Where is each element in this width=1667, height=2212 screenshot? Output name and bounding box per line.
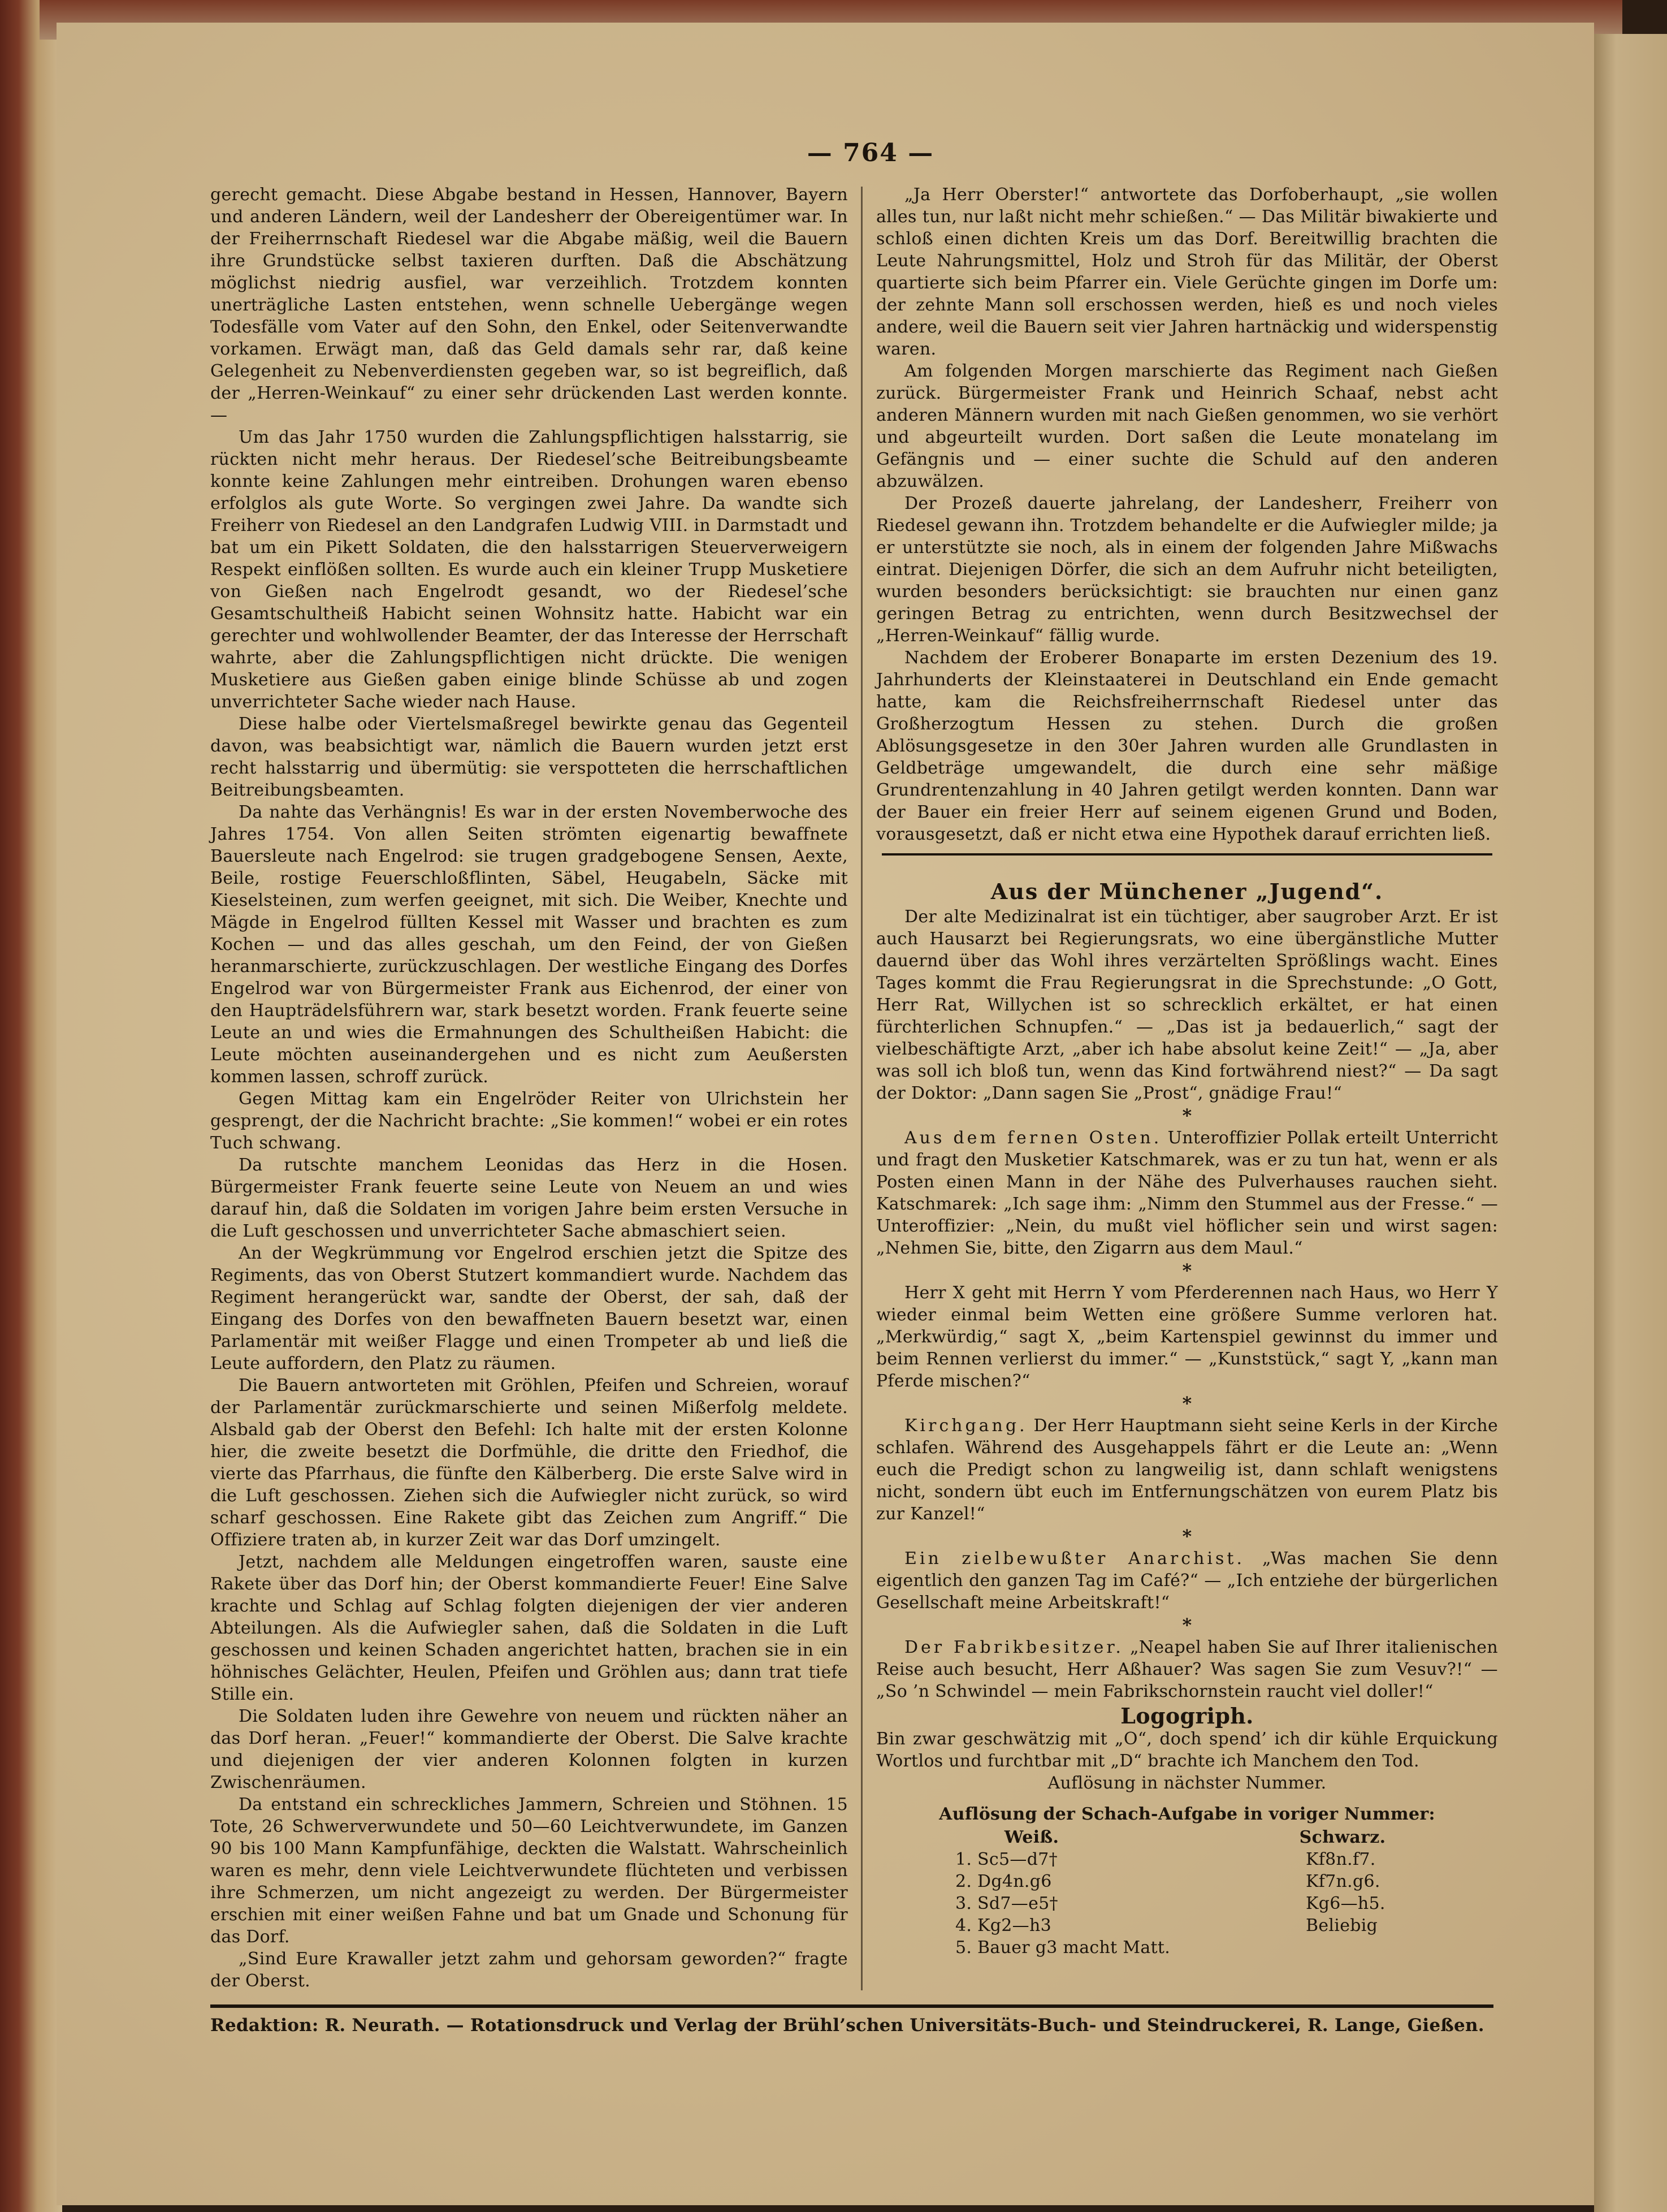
chess-move-row (876, 1870, 1498, 1893)
white-move: 1. Sc5—d7† (955, 1850, 1058, 1869)
chess-white-label: Weiß. (1004, 1828, 1059, 1847)
logogriph-text: Bin zwar geschwätzig mit „O“, doch spend’ ich dir kühle Erquickung Wortlos und furchtbar mit „D“ brachte ich Manchem den Tod. (876, 1729, 1498, 1771)
white-move: 3. Sd7—e5† (955, 1894, 1058, 1913)
book-binding-left (0, 0, 62, 2212)
anecdote: Herr X geht mit Herrn Y vom Pferderennen nach Haus, wo Herr Y wieder einmal beim Wetten eine größere Summe verloren hat. „Merkwürdig,“ sagt X, „beim Kartenspiel gewinnst du immer und beim Rennen verlierst du immer.“ — „Kunststück,“ sagt Y, „kann man Pferde mischen?“ (876, 1283, 1498, 1391)
anecdote-heading: Der Fabrikbesitzer. (904, 1638, 1124, 1657)
star-separator: * (1182, 1526, 1192, 1547)
paragraph: An der Wegkrümmung vor Engelrod erschien jetzt die Spitze des Regiments, das von Oberst Stutzert kommandiert wurde. Nachdem das Regiment herangerückt war, sandte der Oberst, der sah, daß der Eingang des Dorfes von den bewaffneten Bauern besetzt war, einen Parlamentär mit weißer Flagge und einen Trompeter ab und ließ die Leute auffordern, den Platz zu räumen. (210, 1243, 848, 1373)
paragraph: „Ja Herr Oberster!“ antwortete das Dorfoberhaupt, „sie wollen alles tun, nur laßt nicht mehr schießen.“ — Das Militär biwakierte und schloß einen dichten Kreis um das Dorf. Bereitwillig brachten die Leute Nahrungsmittel, Holz und Stroh für das Militär, der Oberst quartierte sich beim Pfarrer ein. Viele Gerüchte gingen im Dorfe um: der zehnte Mann soll erschossen werden, hieß es und noch vieles andere, weil die Bauern seit vier Jahren hartnäckig und widerspenstig waren. (876, 185, 1498, 359)
paragraph: Um das Jahr 1750 wurden die Zahlungspflichtigen halsstarrig, sie rückten nicht mehr heraus. Der Riedesel’sche Beitreibungsbeamte konnte keine Zahlungen mehr eintreiben. Drohungen waren ebenso erfolglos als gute Worte. So vergingen zwei Jahre. Da wandte sich Freiherr von Riedesel an den Landgrafen Ludwig VIII. in Darmstadt und bat um ein Pikett Soldaten, die den halsstarrigen Steuerverweigern Respekt einflößen sollten. Es wurde auch ein kleiner Trupp Musketiere von Gießen nach Engelrodt gesandt, wo der Riedesel’sche Gesamtschultheiß Habicht seinen Wohnsitz hatte. Habicht war ein gerechter und wohlwollender Beamter, der das Interesse der Herrschaft wahrte, aber die Zahlungspflichtigen nicht drückte. Die wenigen Musketiere aus Gießen gaben einige blinde Schüsse ab und zogen unverrichteter Sache wieder nach Hause. (210, 427, 848, 712)
chess-move-row (876, 1915, 1498, 1937)
paragraph: Diese halbe oder Viertelsmaßregel bewirkte genau das Gegenteil davon, was beabsichtigt war, nämlich die Bauern wurden jetzt erst recht halsstarrig und übermütig: sie verspotteten die herrschaftlichen Beitreibungsbeamten. (210, 714, 848, 800)
paragraph: Die Soldaten luden ihre Gewehre von neuem und rückten näher an das Dorf heran. „Feuer!“ kommandierte der Oberst. Die Salve krachte und diejenigen der vier anderen Kolonnen folgten in kurzen Zwischenräumen. (210, 1706, 848, 1792)
paragraph: „Sind Eure Krawaller jetzt zahm und gehorsam geworden?“ fragte der Oberst. (210, 1949, 848, 1991)
anecdote-heading: Kirchgang. (904, 1416, 1028, 1436)
white-move: 4. Kg2—h3 (955, 1916, 1051, 1936)
paragraph: Jetzt, nachdem alle Meldungen eingetroffen waren, sauste eine Rakete über das Dorf hin; der Oberst kommandierte Feuer! Eine Salve krachte und Schlag auf Schlag folgten diejenigen der vier anderen Abteilungen. Als die Aufwiegler sahen, daß die Soldaten in die Luft geschossen und keinen Schaden angerichtet hatten, brachen sie in ein höhnisches Gelächter, Heulen, Pfeifen und Gröhlen aus; dann trat tiefe Stille ein. (210, 1552, 848, 1704)
anecdote-heading: Aus dem fernen Osten. (904, 1128, 1162, 1148)
anecdote (876, 1415, 1498, 1525)
footer-rule (210, 2004, 1493, 2008)
next-page-edge (1594, 34, 1667, 2212)
chess-header-row (876, 1826, 1498, 1848)
star-separator: * (1182, 1614, 1192, 1636)
star-separator: * (1182, 1393, 1192, 1414)
anecdote (876, 1636, 1498, 1703)
anecdote-text: „Was machen Sie denn eigentlich den ganzen Tag im Café?“ — „Ich entziehe der bürgerlichen Gesellschaft meine Arbeitskraft!“ (876, 1549, 1498, 1613)
paragraph: Nachdem der Eroberer Bonaparte im ersten Dezenium des 19. Jahrhunderts der Kleinstaaterei in Deutschland ein Ende gemacht hatte, kam die Reichsfreiherrnschaft Riedesel unter das Großherzogtum Hessen zu stehen. Durch die großen Ablösungsgesetze in den 30er Jahren wurden alle Grundlasten in Geldbeträge umgewandelt, die durch eine sehr mäßige Grundrentenzahlung in 40 Jahren getilgt werden konnten. Dann war der Bauer ein freier Herr auf seinem eigenen Grund und Boden, vorausgesetzt, daß er nicht etwa eine Hypothek darauf errichten ließ. (876, 648, 1498, 844)
column-divider (861, 187, 863, 1990)
anecdote (876, 1548, 1498, 1614)
anecdote-text: Der Herr Hauptmann sieht seine Kerls in der Kirche schlafen. Während des Ausgehappels fährt er die Leute an: „Wenn euch die Predigt schon zu langweilig ist, dann schlaft wenigstens nicht, sondern übt euch im Entfernungschätzen von eurem Platz bis zur Kanzel!“ (876, 1416, 1498, 1524)
logogriph-heading: Logogriph. (1120, 1703, 1254, 1729)
black-move: Kf7n.g6. (1306, 1872, 1380, 1891)
paragraph: Am folgenden Morgen marschierte das Regiment nach Gießen zurück. Bürgermeister Frank und Heinrich Schaaf, nebst acht anderen Männern wurden mit nach Gießen genommen, wo sie verhört und abgeurteilt wurden. Dort saßen die Leute monatelang im Gefängnis und — einer suchte die Schuld auf den anderen abzuwälzen. (876, 361, 1498, 491)
star-separator: * (1182, 1260, 1192, 1281)
anecdote-text: „Neapel haben Sie auf Ihrer italienischen Reise auch besucht, Herr Aßhauer? Was sagen Sie zum Vesuv?!“ — „So ’n Schwindel — mein Fabrikschornstein raucht viel doller!“ (876, 1638, 1498, 1701)
left-column (210, 184, 848, 1992)
logogriph-note: Auflösung in nächster Nummer. (1047, 1773, 1327, 1793)
imprint-footer: Redaktion: R. Neurath. — Rotationsdruck und Verlag der Brühl’schen Universitäts-Buch- und Steindruckerei, R. Lange, Gießen. (210, 2015, 1484, 2036)
chess-move-row (876, 1848, 1498, 1870)
white-move: 5. Bauer g3 macht Matt. (955, 1938, 1171, 1958)
black-move: Kg6—h5. (1306, 1894, 1385, 1913)
anecdote-heading: Ein zielbewußter Anarchist. (904, 1549, 1245, 1569)
black-move: Beliebig (1306, 1916, 1378, 1936)
paragraph: Gegen Mittag kam ein Engelröder Reiter von Ulrichstein her gesprengt, der die Nachricht brachte: „Sie kommen!“ wobei er ein rotes Tuch schwang. (210, 1089, 848, 1153)
paragraph: Da nahte das Verhängnis! Es war in der ersten Novemberwoche des Jahres 1754. Von allen Seiten strömten eigenartig bewaffnete Bauersleute nach Engelrod: sie trugen gradgebogene Sensen, Aexte, Beile, rostige Feuerschloßflinten, Säbel, Heugabeln, Säcke mit Kieselsteinen, zum werfen geeignet, mit sich. Die Weiber, Knechte und Mägde in Engelrod füllten Kessel mit Wasser und brachten es zum Kochen — und das alles geschah, um den Feind, der von Gießen heranmarschierte, zurückzuschlagen. Der westliche Eingang des Dorfes Engelrod war von Bürgermeister Frank aus Eichenrod, der einer von den Haupträdelsführern war, stark besetzt worden. Frank feuerte seine Leute an und wies die Ermahnungen des Schultheißen Habicht: die Leute möchten auseinandergehen und es nicht zum Aeußersten kommen lassen, schroff zurück. (210, 802, 848, 1087)
anecdote-text: Unteroffizier Pollak erteilt Unterricht und fragt den Musketier Katschmarek, was er zu tun hat, wenn er als Posten einen Mann in der Nähe des Pulverhauses rauchen sieht. Katschmarek: „Ich sage ihm: „Nimm den Stummel aus der Fresse.“ — Unteroffizier: „Nein, du mußt viel höflicher sein und wirst sagen: „Nehmen Sie, bitte, den Zigarrn aus dem Maul.“ (876, 1128, 1499, 1258)
paragraph: Der Prozeß dauerte jahrelang, der Landesherr, Freiherr von Riedesel gewann ihn. Trotzdem behandelte er die Aufwiegler milde; ja er unterstützte sie noch, als in einem der folgenden Jahre Mißwachs eintrat. Diejenigen Dörfer, die sich an dem Aufruhr nicht beteiligten, wurden besonders berücksichtigt: sie brauchten nur einen ganz geringen Betrag zu entrichten, wenn durch Besitzwechsel der „Herren-Weinkauf“ fällig wurde. (876, 494, 1498, 646)
anecdote: Der alte Medizinalrat ist ein tüchtiger, aber saugrober Arzt. Er ist auch Hausarzt bei Regierungsrats, wo eine übergänstliche Mutter dauernd über das Wohl ihres verzärtelten Sprößlings wacht. Eines Tages kommt die Frau Regierungsrat in die Sprechstunde: „O Gott, Herr Rat, Willychen ist so schrecklich erkältet, er hat einen fürchterlichen Schnupfen.“ — „Das ist ja bedauerlich,“ sagt der vielbeschäftigte Arzt, „aber ich habe absolut keine Zeit!“ — „Ja, aber was soll ich bloß tun, wenn das Kind fortwährend niest?“ — Da sagt der Doktor: „Dann sagen Sie „Prost“, gnädige Frau!“ (876, 907, 1498, 1103)
right-column (876, 184, 1498, 1959)
paragraph: Da entstand ein schreckliches Jammern, Schreien und Stöhnen. 15 Tote, 26 Schwerverwundete und 50—60 Leichtverwundete, im Ganzen 90 bis 100 Mann Kampfunfähige, deckten die Walstatt. Wahrscheinlich waren es mehr, denn viele Leichtverwundete flüchteten und verbissen ihre Schmerzen, um nicht angezeigt zu werden. Der Bürgermeister erschien mit einer weißen Fahne und bat um Gnade und Schonung für das Dorf. (210, 1795, 848, 1947)
paragraph: Da rutschte manchem Leonidas das Herz in die Hosen. Bürgermeister Frank feuerte seine Leute von Neuem an und wies darauf hin, daß die Soldaten im vorigen Jahre beim ersten Versuche in die Luft geschossen und unverrichteter Sache abmaschiert seien. (210, 1155, 848, 1241)
paragraph: gerecht gemacht. Diese Abgabe bestand in Hessen, Hannover, Bayern und anderen Ländern, weil der Landesherr der Obereigentümer war. In der Freiherrnschaft Riedesel war die Abgabe mäßig, weil die Bauern ihre Grundstücke selbst taxieren durften. Daß die Abschätzung möglichst niedrig ausfiel, war verzeihlich. Trotzdem konnten unerträgliche Lasten entstehen, wenn schnelle Uebergänge wegen Todesfälle vom Vater auf den Sohn, den Enkel, oder Seitenverwandte vorkamen. Erwägt man, daß das Geld damals sehr rar, daß keine Gelegenheit zu Nebenverdiensten gegeben war, so ist begreiflich, daß der „Herren-Weinkauf“ zu einer sehr drückenden Last werden konnte. — (210, 185, 848, 425)
white-move: 2. Dg4n.g6 (955, 1872, 1052, 1891)
section-separator (882, 853, 1492, 856)
page-number: — 764 — (807, 139, 934, 167)
jugend-heading: Aus der Münchener „Jugend“. (990, 879, 1384, 904)
chess-heading: Auflösung der Schach-Aufgabe in voriger Nummer: (939, 1804, 1435, 1824)
chess-move-row (876, 1937, 1498, 1959)
star-separator: * (1182, 1105, 1192, 1126)
black-move: Kf8n.f7. (1306, 1850, 1376, 1869)
anecdote (876, 1127, 1498, 1259)
paragraph: Die Bauern antworteten mit Gröhlen, Pfeifen und Schreien, worauf der Parlamentär zurückmarschierte und seinen Mißerfolg meldete. Alsbald gab der Oberst den Befehl: Ich halte mit der ersten Kolonne hier, die zweite besetzt die Dorfmühle, die dritte den Friedhof, die vierte das Pfarrhaus, die fünfte den Kälberberg. Die erste Salve wird in die Luft geschossen. Ziehen sich die Aufwiegler nicht zurück, so wird scharf geschossen. Eine Rakete gibt das Zeichen zum Angriff.“ Die Offiziere traten ab, in kurzer Zeit war das Dorf umzingelt. (210, 1376, 848, 1550)
chess-move-row (876, 1893, 1498, 1915)
chess-black-label: Schwarz. (1299, 1828, 1386, 1847)
